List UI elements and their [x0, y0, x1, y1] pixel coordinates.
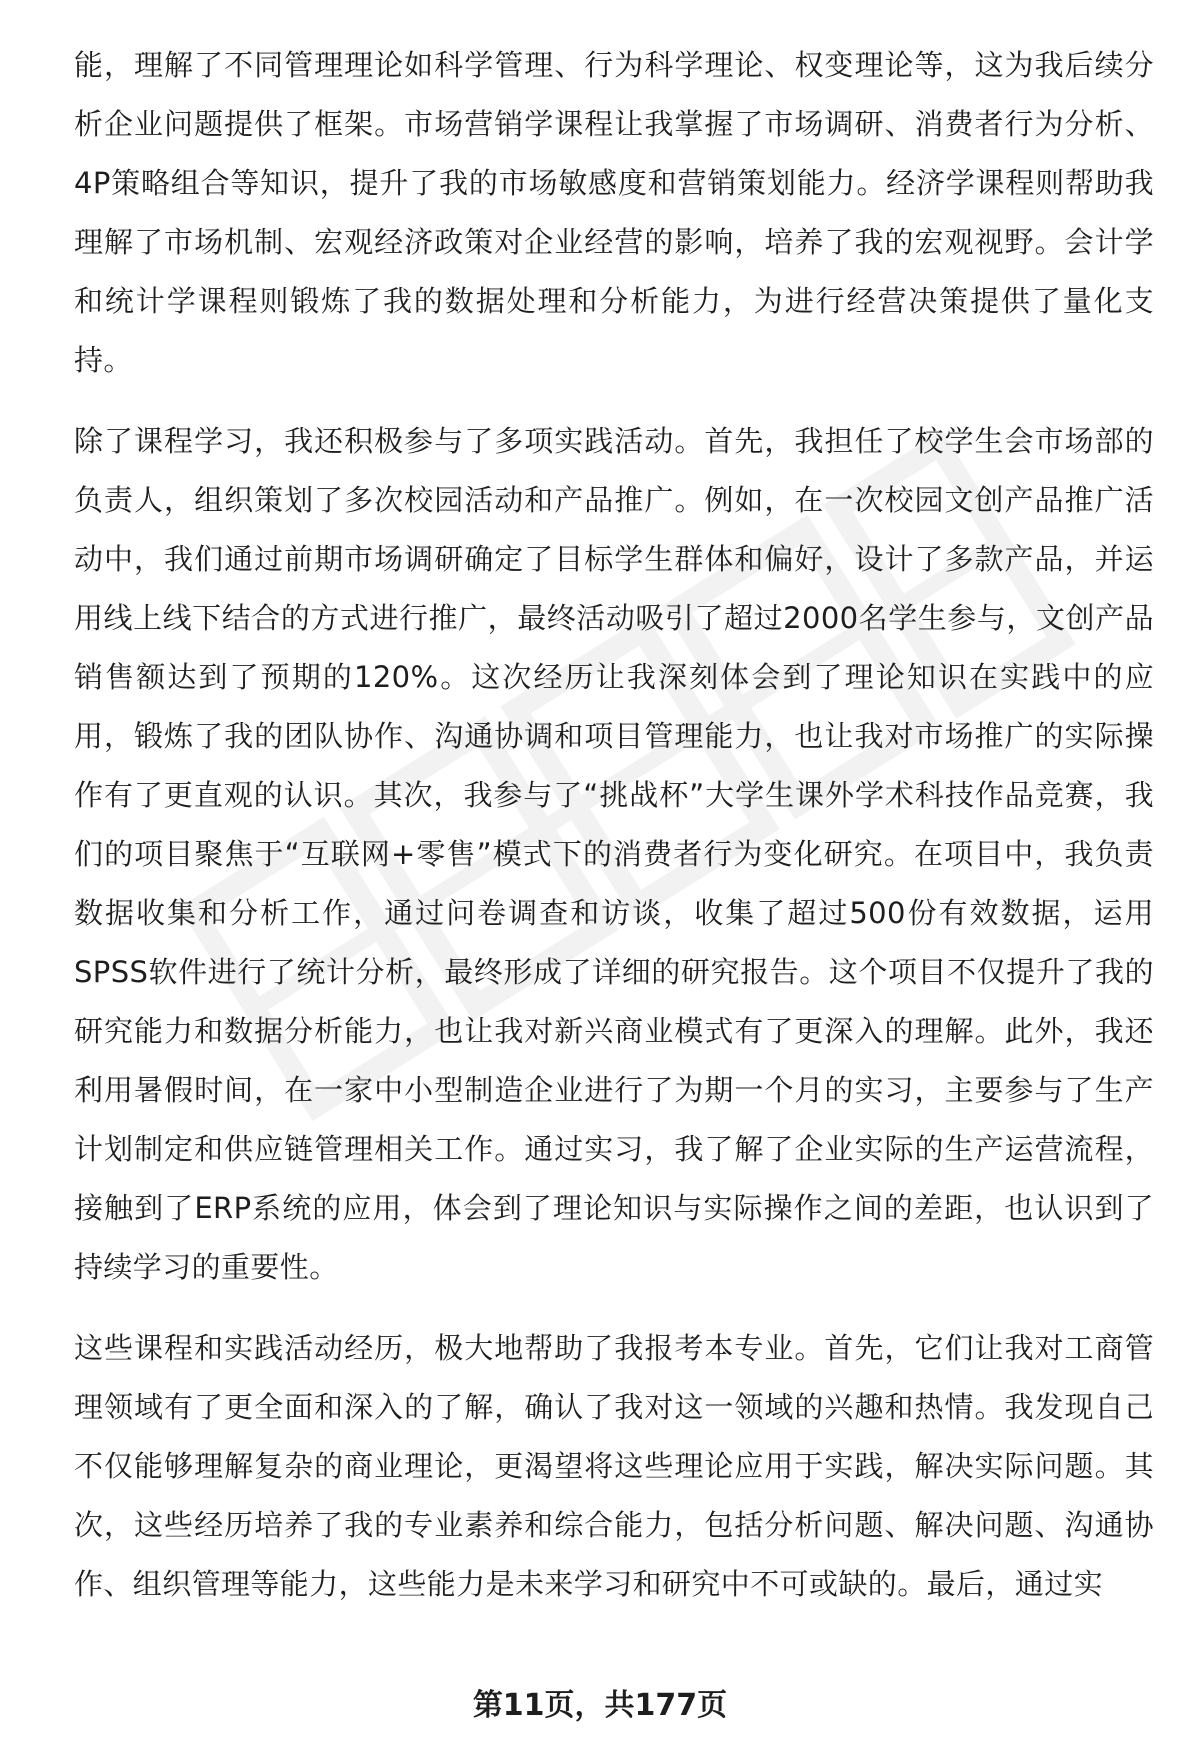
paragraph-1: 能，理解了不同管理理论如科学管理、行为科学理论、权变理论等，这为我后续分析企业问题提供了框架。市场营销学课程让我掌握了市场调研、消费者行为分析、4P策略组合等知识，提升了我的市场敏感度和营销策划能力。经济学课程则帮助我理解了市场机制、宏观经济政策对企业经营的影响，培养了我的宏观视野。会计学和统计学课程则锻炼了我的数据处理和分析能力，为进行经营决策提供了量化支持。	[74, 48, 1154, 377]
paragraph-2: 除了课程学习，我还积极参与了多项实践活动。首先，我担任了校学生会市场部的负责人，组织策划了多次校园活动和产品推广。例如，在一次校园文创产品推广活动中，我们通过前期市场调研确定了目标学生群体和偏好，设计了多款产品，并运用线上线下结合的方式进行推广，最终活动吸引了超过2000名学生参与，文创产品销售额达到了预期的120%。这次经历让我深刻体会到了理论知识在实践中的应用，锻炼了我的团队协作、沟通协调和项目管理能力，也让我对市场推广的实际操作有了更直观的认识。其次，我参与了“挑战杯”大学生课外学术科技作品竞赛，我们的项目聚焦于“互联网+零售”模式下的消费者行为变化研究。在项目中，我负责数据收集和分析工作，通过问卷调查和访谈，收集了超过500份有效数据，运用SPSS软件进行了统计分析，最终形成了详细的研究报告。这个项目不仅提升了我的研究能力和数据分析能力，也让我对新兴商业模式有了更深入的理解。此外，我还利用暑假时间，在一家中小型制造企业进行了为期一个月的实习，主要参与了生产计划制定和供应链管理相关工作。通过实习，我了解了企业实际的生产运营流程，接触到了ERP系统的应用，体会到了理论知识与实际操作之间的差距，也认识到了持续学习的重要性。	[74, 424, 1154, 1284]
paragraph-3: 这些课程和实践活动经历，极大地帮助了我报考本专业。首先，它们让我对工商管理领域有了更全面和深入的了解，确认了我对这一领域的兴趣和热情。我发现自己不仅能够理解复杂的商业理论，更渴望将这些理论应用于实践，解决实际问题。其次，这些经历培养了我的专业素养和综合能力，包括分析问题、解决问题、沟通协作、组织管理等能力，这些能力是未来学习和研究中不可或缺的。最后，通过实	[74, 1331, 1154, 1601]
document-body	[74, 36, 1154, 1614]
page-number-footer: 第11页，共177页	[472, 1688, 728, 1723]
